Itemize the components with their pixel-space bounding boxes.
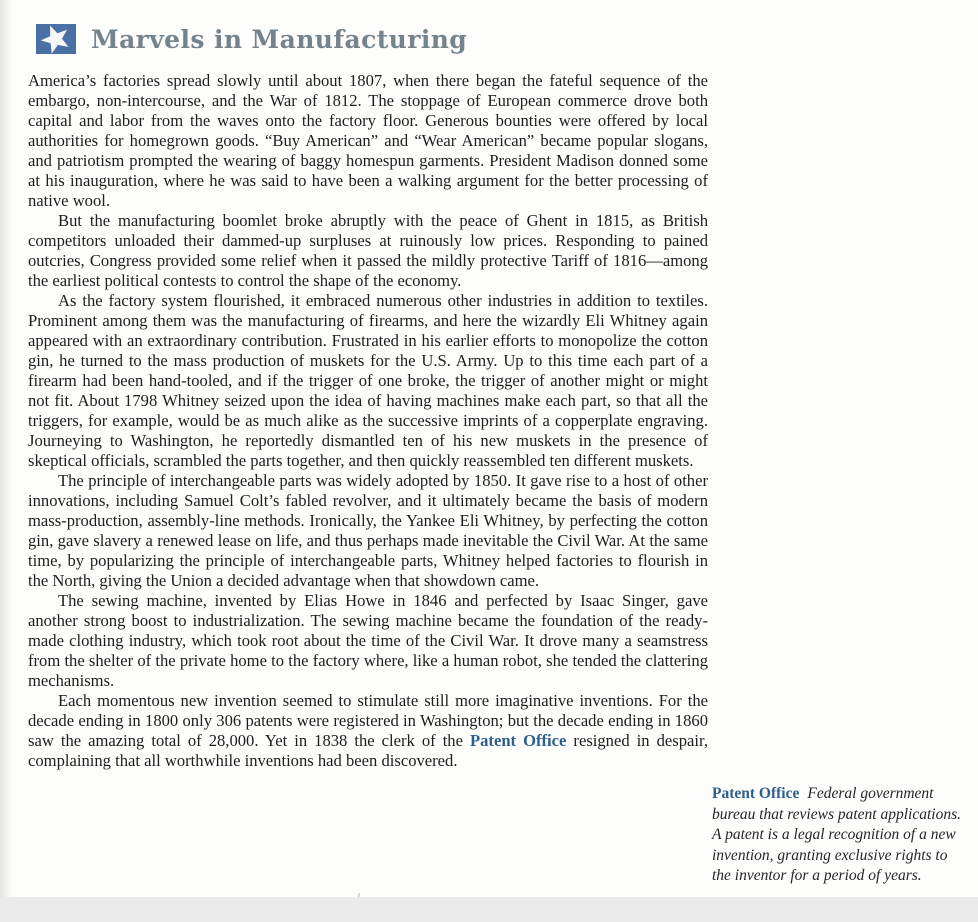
article-body	[28, 71, 708, 771]
paragraph-4: The principle of interchangeable parts was widely adopted by 1850. It gave rise to a host of other innovations, including Samuel Colt’s fabled revolver, and it ultimately became the basis of modern mass-production, assembly-line methods. Ironically, the Yankee Eli Whitney, by perfecting the cotton gin, gave slavery a renewed lease on life, and thus perhaps made inevitable the Civil War. At the same time, by popularizing the principle of interchangeable parts, Whitney helped factories to flourish in the North, giving the Union a decided advantage when that showdown came.	[28, 471, 708, 590]
paragraph-6	[28, 691, 708, 771]
final-paragraph-text-after: resigned in despair, complaining that all worthwhile inventions had been discovered.	[28, 731, 708, 770]
section-title: Marvels in Manufacturing	[91, 24, 468, 54]
margin-note-term: Patent Office	[712, 785, 800, 802]
page-bottom-edge	[0, 897, 978, 922]
paragraph-3: As the factory system flourished, it embraced numerous other industries in addition to textiles. Prominent among them was the manufacturing of firearms, and here the wizardly Eli Whitney again appeared with an extraordinary contribution. Frustrated in his earlier efforts to monopolize the cotton gin, he turned to the mass production of muskets for the U.S. Army. Up to this time each part of a firearm had been hand-tooled, and if the trigger of one broke, the trigger of another might or might not fit. About 1798 Whitney seized upon the idea of having machines make each part, so that all the triggers, for example, would be as much alike as the successive imprints of a copperplate engraving. Journeying to Washington, he reportedly dismantled ten of his new muskets in the presence of skeptical officials, scrambled the parts together, and then quickly reassembled ten different muskets.	[28, 291, 708, 470]
paragraph-5: The sewing machine, invented by Elias Howe in 1846 and perfected by Isaac Singer, gave another strong boost to industrialization. The sewing machine became the foundation of the ready-made clothing industry, which took root about the time of the Civil War. It drove many a seamstress from the shelter of the private home to the factory where, like a human robot, she tended the clattering mechanisms.	[28, 591, 708, 690]
paragraph-2: But the manufacturing boomlet broke abruptly with the peace of Ghent in 1815, as British competitors unloaded their dammed-up surpluses at ruinously low prices. Responding to pained outcries, Congress provided some relief when it passed the mildly protective Tariff of 1816—among the earliest political contests to control the shape of the economy.	[28, 211, 708, 290]
final-paragraph-text-before: Each momentous new invention seemed to stimulate still more imaginative inventions. For the decade ending in 1800 only 306 patents were registered in Washington; but the decade ending in 1860 saw the amazing total of 28,000. Yet in 1838 the clerk of the	[28, 691, 708, 750]
margin-note-definition: Federal government bureau that reviews patent applications. A patent is a legal recognition of a new invention, granting exclusive rights to the inventor for a period of years.	[712, 785, 961, 884]
page-left-scan-shadow	[0, 0, 12, 897]
section-header	[36, 24, 467, 54]
margin-definition-note	[712, 784, 966, 887]
star-icon	[36, 24, 76, 54]
key-term-patent-office: Patent Office	[470, 731, 567, 750]
paragraph-1: America’s factories spread slowly until about 1807, when there began the fateful sequence of the embargo, non-intercourse, and the War of 1812. The stoppage of European commerce drove both capital and labor from the waves onto the factory floor. Generous bounties were offered by local authorities for homegrown goods. “Buy American” and “Wear American” became popular slogans, and patriotism prompted the wearing of baggy homespun garments. President Madison donned some at his inauguration, where he was said to have been a walking argument for the better processing of native wool.	[28, 71, 708, 210]
